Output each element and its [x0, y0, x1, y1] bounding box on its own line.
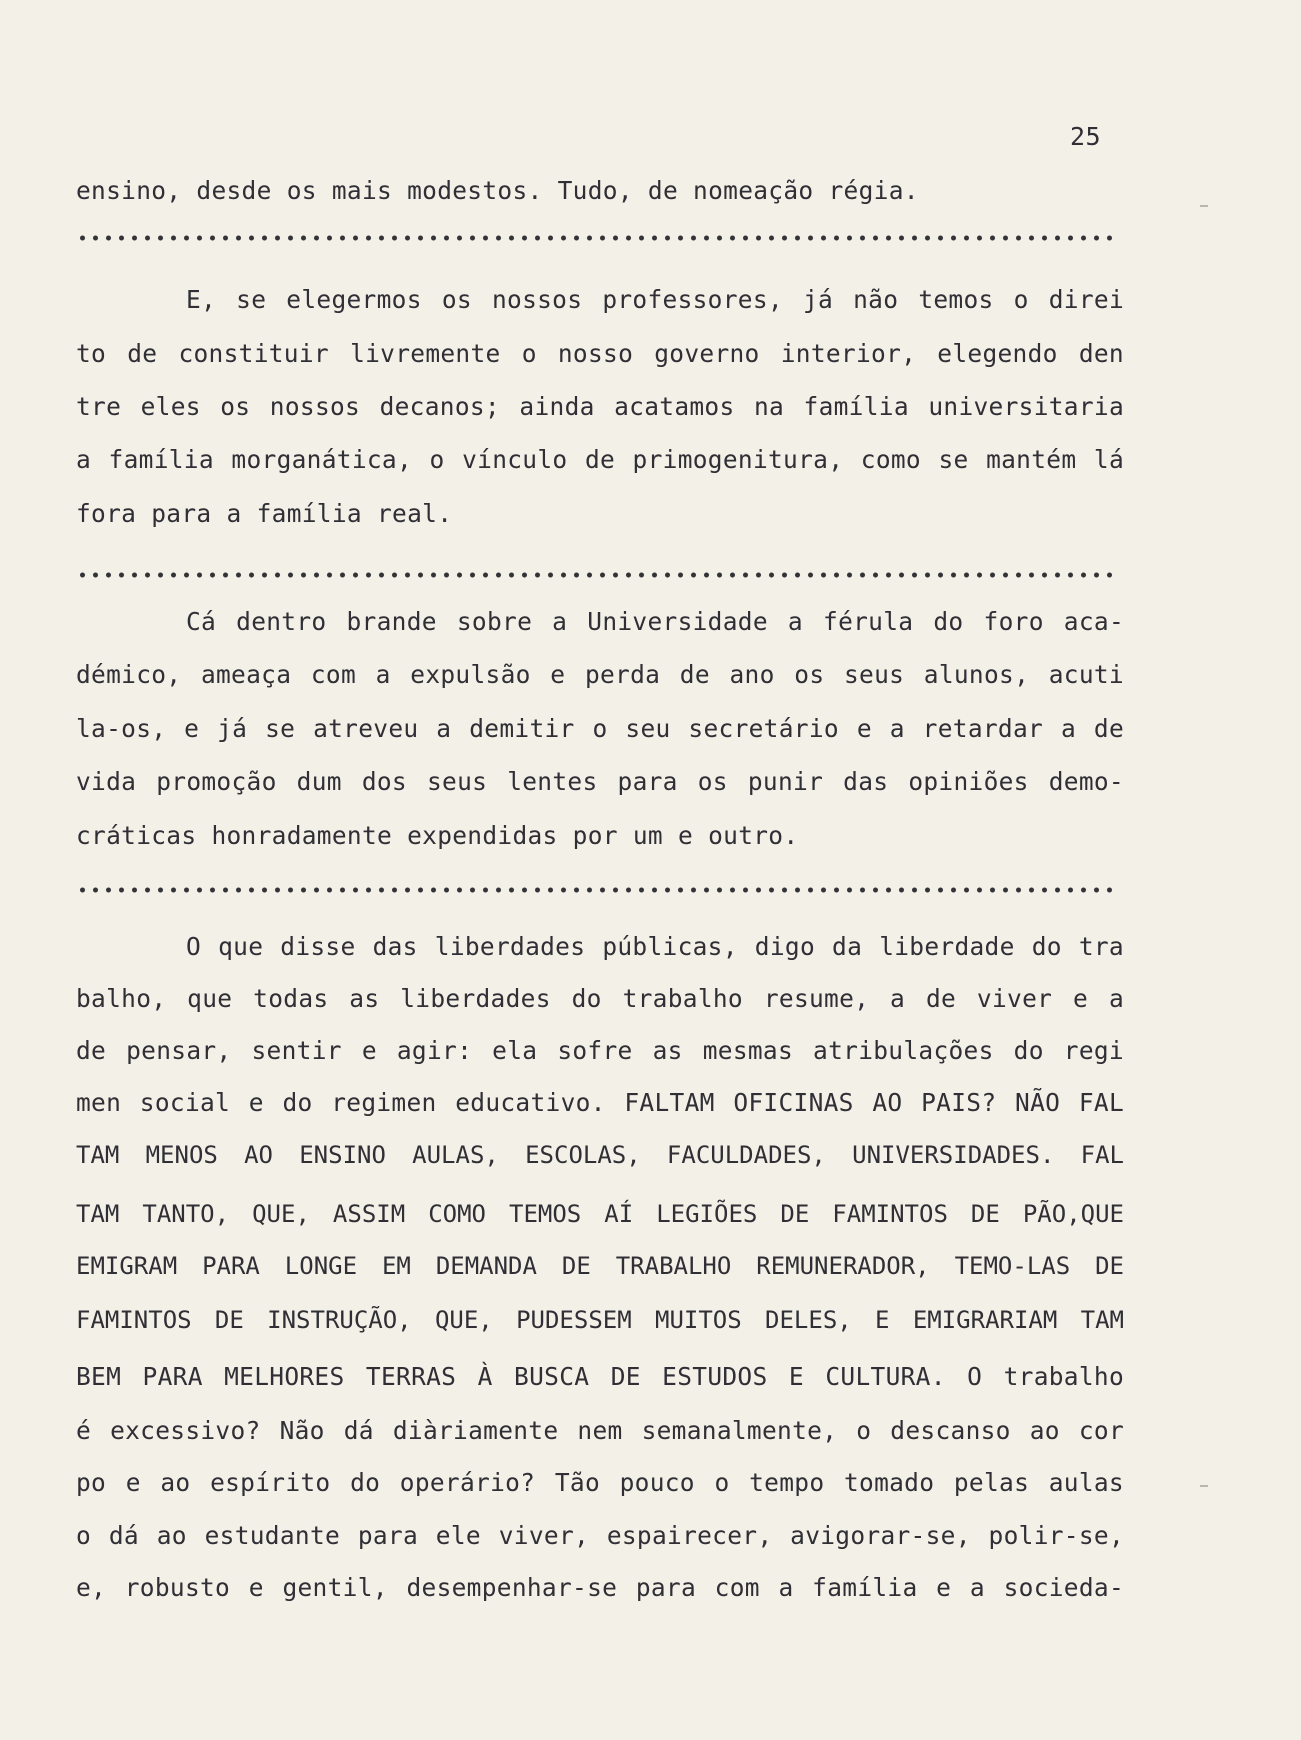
page-number: 25 — [1070, 122, 1102, 151]
text-line: EMIGRAM PARA LONGE EM DEMANDA DE TRABALHO REMUNERADOR, TEMO-LAS DE — [76, 1252, 1124, 1280]
margin-mark — [1200, 1485, 1208, 1487]
text-line: démico, ameaça com a expulsão e perda de ano os seus alunos, acuti — [76, 660, 1124, 689]
text-line: po e ao espírito do operário? Tão pouco o tempo tomado pelas aulas — [76, 1468, 1124, 1497]
text-line: tre eles os nossos decanos; ainda acatamos na família universitaria — [76, 392, 1124, 421]
text-line: balho, que todas as liberdades do trabalho resume, a de viver e a — [76, 984, 1124, 1013]
text-line: fora para a família real. — [76, 499, 453, 528]
text-line: Cá dentro brande sobre a Universidade a férula do foro aca- — [186, 607, 1124, 636]
dotted-separator — [76, 886, 1116, 894]
margin-mark — [1200, 205, 1208, 207]
text-line: TAM TANTO, QUE, ASSIM COMO TEMOS AÍ LEGIÕES DE FAMINTOS DE PÃO,QUE — [76, 1200, 1124, 1228]
text-line: la-os, e já se atreveu a demitir o seu secretário e a retardar a de — [76, 714, 1124, 743]
dotted-separator — [76, 234, 1116, 242]
text-line: FAMINTOS DE INSTRUÇÃO, QUE, PUDESSEM MUITOS DELES, E EMIGRARIAM TAM — [76, 1306, 1124, 1334]
text-line: de pensar, sentir e agir: ela sofre as mesmas atribulações do regi — [76, 1036, 1124, 1065]
text-line: ensino, desde os mais modestos. Tudo, de nomeação régia. — [76, 176, 919, 205]
text-line: BEM PARA MELHORES TERRAS À BUSCA DE ESTUDOS E CULTURA. O trabalho — [76, 1362, 1124, 1391]
text-line: e, robusto e gentil, desempenhar-se para com a família e a socieda- — [76, 1573, 1124, 1602]
text-line: vida promoção dum dos seus lentes para os punir das opiniões demo- — [76, 767, 1124, 796]
text-line: a família morganática, o vínculo de primogenitura, como se mantém lá — [76, 445, 1124, 474]
text-line: é excessivo? Não dá diàriamente nem semanalmente, o descanso ao cor — [76, 1416, 1124, 1445]
text-line: O que disse das liberdades públicas, digo da liberdade do tra — [186, 932, 1124, 961]
text-line: TAM MENOS AO ENSINO AULAS, ESCOLAS, FACULDADES, UNIVERSIDADES. FAL — [76, 1141, 1124, 1169]
text-line: men social e do regimen educativo. FALTAM OFICINAS AO PAIS? NÃO FAL — [76, 1088, 1124, 1117]
dotted-separator — [76, 571, 1116, 579]
text-line: E, se elegermos os nossos professores, já não temos o direi — [186, 285, 1124, 314]
text-line: o dá ao estudante para ele viver, espairecer, avigorar-se, polir-se, — [76, 1521, 1124, 1550]
text-line: to de constituir livremente o nosso governo interior, elegendo den — [76, 339, 1124, 368]
text-line: cráticas honradamente expendidas por um e outro. — [76, 821, 799, 850]
